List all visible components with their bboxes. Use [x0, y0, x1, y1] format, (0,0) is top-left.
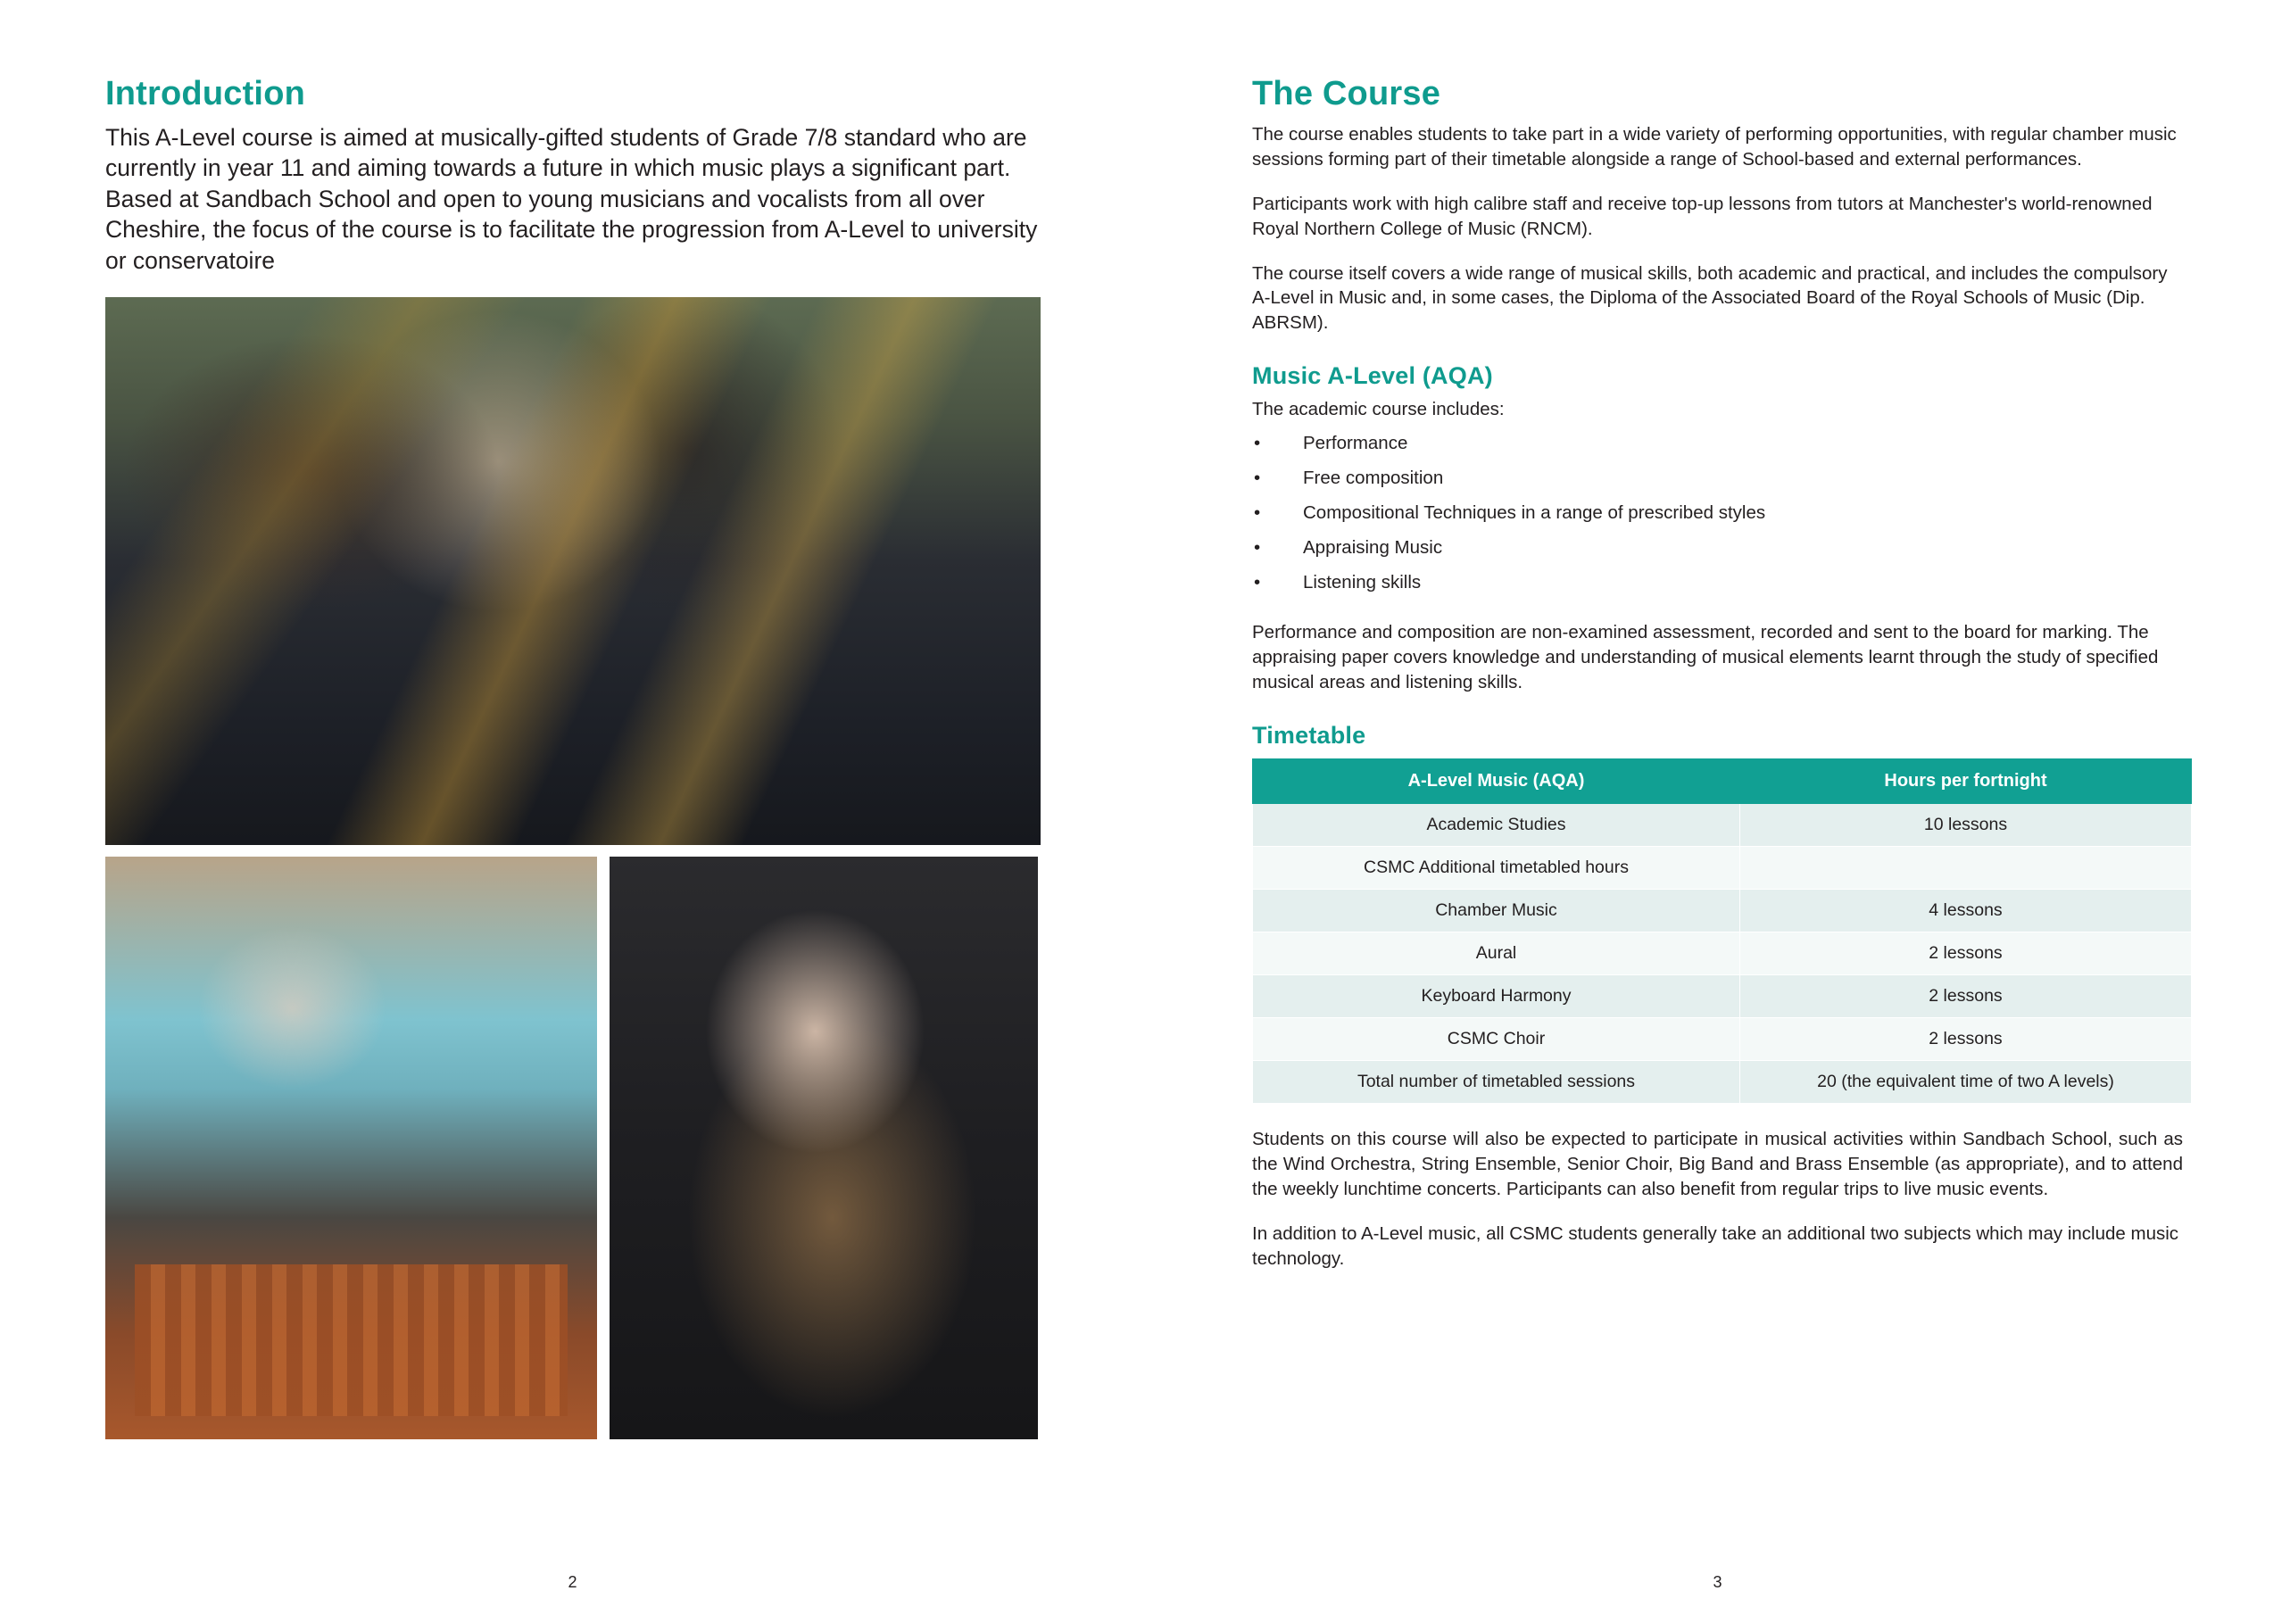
- page-number-right: 3: [1713, 1573, 1722, 1591]
- subheading-music-alevel: Music A-Level (AQA): [1252, 362, 1493, 390]
- bullet-icon: •: [1254, 501, 1261, 523]
- bullet-icon: •: [1254, 467, 1261, 488]
- table-cell-value: 2 lessons: [1740, 932, 2192, 975]
- course-paragraph-1: The course enables students to take part in a wide variety of performing opportunities, with regular chamber music sessions forming part of their timetable alongside a range of School-based and external performances.: [1252, 124, 2177, 170]
- list-item-label: Free composition: [1303, 467, 1444, 488]
- list-item-label: Appraising Music: [1303, 536, 1443, 558]
- photo-stack: [105, 297, 1038, 1439]
- course-paragraph-2: Participants work with high calibre staff and receive top-up lessons from tutors at Manchester's world-renowned Royal Northern College of Music (RNCM).: [1252, 193, 2153, 239]
- list-item: [1252, 570, 2183, 605]
- table-row: [1253, 975, 2192, 1018]
- column-header-subject: A-Level Music (AQA): [1253, 759, 1740, 804]
- list-item: [1252, 466, 2183, 501]
- page-title-introduction: Introduction: [105, 75, 306, 112]
- table-cell-label: Aural: [1253, 932, 1740, 975]
- table-cell-label: Keyboard Harmony: [1253, 975, 1740, 1018]
- list-item-label: Listening skills: [1303, 571, 1422, 592]
- table-cell-value: 2 lessons: [1740, 1018, 2192, 1061]
- table-row: [1253, 804, 2192, 847]
- academic-course-lead-in: The academic course includes:: [1252, 399, 1505, 420]
- page-title-the-course: The Course: [1252, 75, 1441, 112]
- percussion-student-photo: [105, 857, 597, 1439]
- academic-course-list: [1252, 431, 2183, 604]
- photo-row: [105, 857, 1038, 1439]
- list-item-label: Performance: [1303, 433, 1408, 453]
- additional-subjects-paragraph: In addition to A-Level music, all CSMC students generally take an additional two subjects which may include music technology.: [1252, 1222, 2179, 1269]
- assessment-paragraph: Performance and composition are non-examined assessment, recorded and sent to the board for marking. The appraising paper covers knowledge and understanding of musical elements learnt through the study of specified musical areas and listening skills.: [1252, 622, 2159, 693]
- table-row: [1253, 1018, 2192, 1061]
- table-row: [1253, 1061, 2192, 1104]
- table-cell-label: CSMC Additional timetabled hours: [1253, 847, 1740, 890]
- table-cell-label: Total number of timetabled sessions: [1253, 1061, 1740, 1104]
- table-cell-value: [1740, 847, 2192, 890]
- activities-paragraph: Students on this course will also be expected to participate in musical activities within Sandbach School, such as the Wind Orchestra, String Ensemble, Senior Choir, Big Band and Brass Ensemble (as appropriate), and to attend the weekly lunchtime concerts. Participants can also benefit from regular trips to live music events.: [1252, 1129, 2183, 1199]
- page-number-left: 2: [568, 1573, 577, 1591]
- introduction-paragraph: This A-Level course is aimed at musically-gifted students of Grade 7/8 standard who are currently in year 11 and aiming towards a future in which music plays a significant part. Based at Sandbach School and open to young musicians and vocalists from all over Cheshire, the focus of the course is to facilitate the progression from A-Level to university or conservatoire: [105, 124, 1038, 274]
- list-item: [1252, 431, 2183, 466]
- list-item: [1252, 535, 2183, 570]
- table-row: [1253, 847, 2192, 890]
- singer-photo: [610, 857, 1038, 1439]
- table-header-row: [1253, 759, 2192, 804]
- list-item: [1252, 501, 2183, 535]
- table-cell-label: CSMC Choir: [1253, 1018, 1740, 1061]
- right-page: [1145, 0, 2290, 1624]
- column-header-hours: Hours per fortnight: [1740, 759, 2192, 804]
- table-row: [1253, 890, 2192, 932]
- timetable-table: [1252, 758, 2192, 1104]
- bullet-icon: •: [1254, 571, 1261, 592]
- table-row: [1253, 932, 2192, 975]
- course-paragraph-3: The course itself covers a wide range of musical skills, both academic and practical, and includes the compulsory A-Level in Music and, in some cases, the Diploma of the Associated Board of the Royal Schools of Music (Dip. ABRSM).: [1252, 262, 2168, 334]
- table-cell-value: 2 lessons: [1740, 975, 2192, 1018]
- table-cell-label: Academic Studies: [1253, 804, 1740, 847]
- subheading-timetable: Timetable: [1252, 722, 1366, 749]
- table-cell-value: 10 lessons: [1740, 804, 2192, 847]
- bullet-icon: •: [1254, 433, 1261, 453]
- table-cell-value: 4 lessons: [1740, 890, 2192, 932]
- list-item-label: Compositional Techniques in a range of prescribed styles: [1303, 501, 1766, 523]
- saxophone-players-photo: [105, 297, 1041, 845]
- table-cell-value: 20 (the equivalent time of two A levels): [1740, 1061, 2192, 1104]
- bullet-icon: •: [1254, 536, 1261, 558]
- table-cell-label: Chamber Music: [1253, 890, 1740, 932]
